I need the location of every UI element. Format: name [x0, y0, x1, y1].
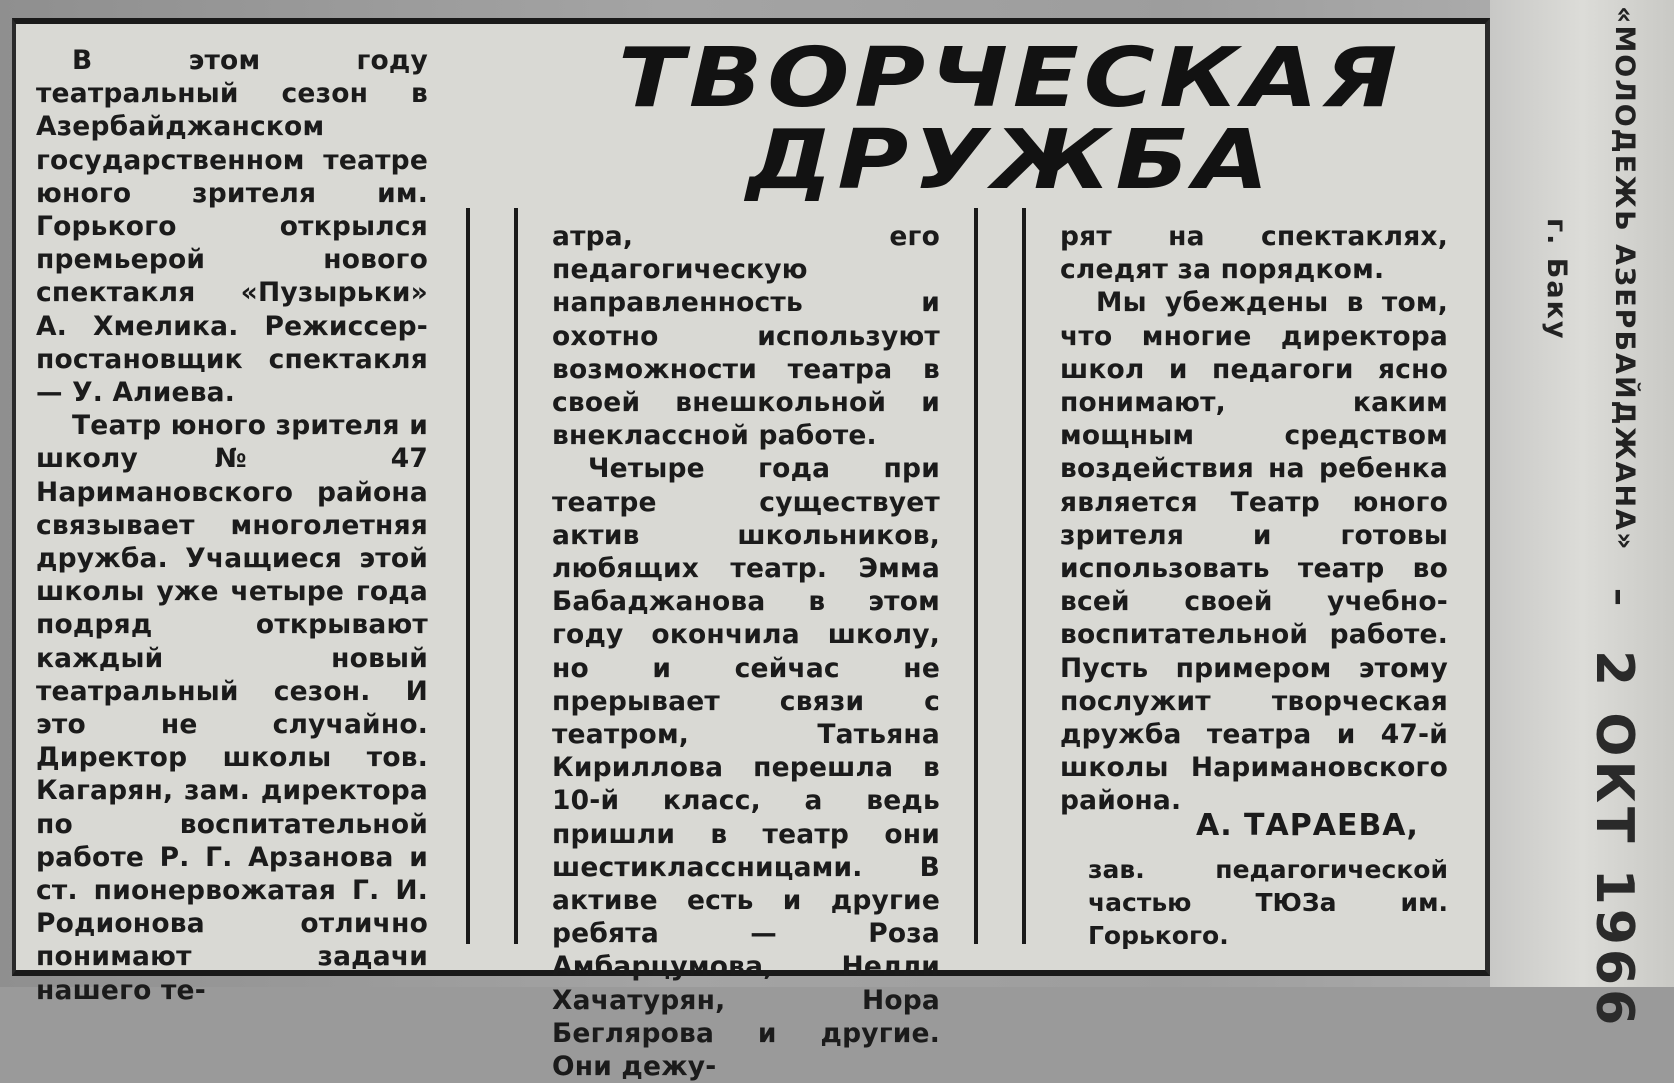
article-column-2: [552, 220, 940, 1083]
stamp-dash: –: [1599, 588, 1640, 606]
paragraph: рят на спектаклях, следят за порядком.: [1060, 221, 1448, 286]
article-headline: [479, 31, 1541, 208]
paragraph: Театр юного зрителя и школу № 47 Наримановского района связывает многолетняя дружба. Учащиеся этой школы уже четыре года подряд открывают каждый новый театральный сезон. И это не случайно. Директор школы тов. Кагарян, зам. директора по воспитательной работе Р. Г. Арзанова и ст. пионервожатая Г. И. Родионова отлично понимают задачи нашего те-: [36, 410, 428, 1006]
paragraph: Мы убеждены в том, что многие директора школ и педагоги ясно понимают, каким мощным средством воздействия на ребенка является Театр юного зрителя и готовы использовать театр во всей своей учебно-воспитательной работе. Пусть примером этому послужит творческая дружба театра и 47-й школы Наримановского района.: [1060, 287, 1448, 817]
paragraph: В этом году театральный сезон в Азербайджанском государственном театре юного зрителя им. Горького открылся премьерой нового спектакля «Пузырьки» А. Хмелика. Режиссер-постановщик спектакля — У. Алиева.: [36, 45, 428, 409]
archive-stamp-margin: [1490, 0, 1674, 987]
headline-line-2: ДРУЖБА: [746, 113, 1274, 208]
article-column-1: [36, 44, 428, 1007]
author-title: зав. педагогической частью ТЮЗа им. Горького.: [1088, 855, 1448, 950]
column-divider: [514, 208, 518, 944]
article-column-3: [1060, 220, 1448, 818]
stamp-date: 2 ОКТ 1966: [1584, 650, 1644, 1030]
column-divider: [974, 208, 978, 944]
headline-line-1: ТВОРЧЕСКАЯ: [618, 31, 1402, 126]
paragraph: Четыре года при театре существует актив школьников, любящих театр. Эмма Бабаджанова в этом году окончила школу, но и сейчас не прерывает связи с театром, Татьяна Кириллова перешла в 10-й класс, а ведь пришли в театр они шестиклассницами. В активе есть и другие ребята — Роза Амбарцумова, Нелли Хачатурян, Нора Беглярова и другие. Они дежу-: [552, 453, 940, 1083]
paragraph: атра, его педагогическую направленность и охотно используют возможности театра в своей внешкольной и внеклассной работе.: [552, 221, 940, 452]
column-divider: [466, 208, 470, 944]
author-name: А. ТАРАЕВА,: [1196, 808, 1419, 843]
stamp-newspaper-name: «МОЛОДЕЖЬ АЗЕРБАЙДЖАНА»: [1609, 6, 1640, 552]
stamp-city: г. Баку: [1541, 218, 1572, 341]
column-divider: [1022, 208, 1026, 944]
